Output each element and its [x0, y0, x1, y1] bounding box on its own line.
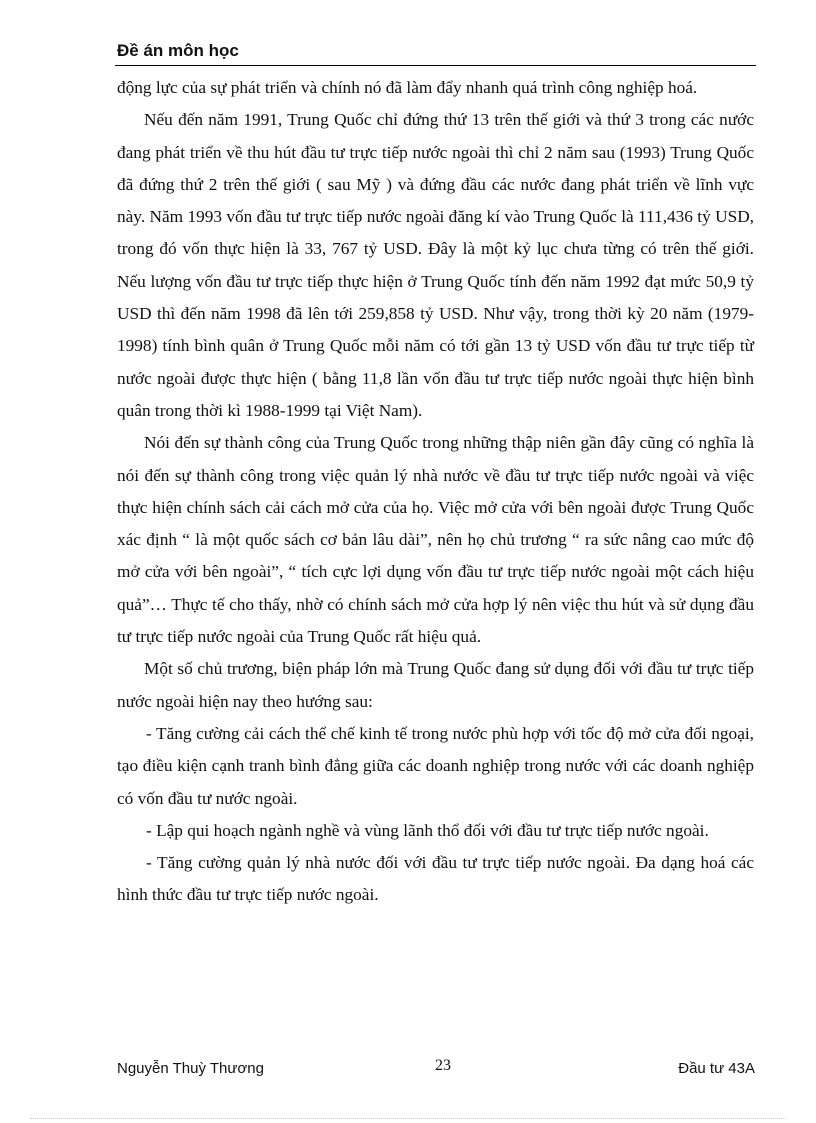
document-footer [117, 1057, 755, 1082]
header-divider [115, 65, 756, 66]
paragraph-continuation: động lực của sự phát triển và chính nó đã làm đẩy nhanh quá trình công nghiệp hoá. [117, 78, 698, 97]
paragraph-open-door-policy: Nói đến sự thành công của Trung Quốc trong những thập niên gần đây cũng có nghĩa là nói đến sự thành công trong việc quản lý nhà nước về đầu tư trực tiếp nước ngoài và việc thực hiện chính sách cải cách mở cửa của họ. Việc mở cửa với bên ngoài được Trung Quốc xác định “ là một quốc sách cơ bản lâu dài”, nên họ chủ trương “ ra sức nâng cao mức độ mở cửa với bên ngoài”, “ tích cực lợi dụng vốn đầu tư trực tiếp nước ngoài một cách hiệu quả”… Thực tế cho thấy, nhờ có chính sách mở cửa hợp lý nên việc thu hút và sử dụng đầu tư trực tiếp nước ngoài của Trung Quốc rất hiệu quả. [117, 433, 754, 647]
bullet-item-reform: - Tăng cường cải cách thể chế kinh tế trong nước phù hợp với tốc độ mở cửa đối ngoại, tạo điều kiện cạnh tranh bình đẳng giữa các doanh nghiệp trong nước với các doanh nghiệp có vốn đầu tư nước ngoài. [117, 723, 754, 808]
footer-author: Nguyễn Thuỳ Thương [117, 1060, 264, 1077]
document-body [117, 72, 754, 912]
paragraph-fdi-statistics: Nếu đến năm 1991, Trung Quốc chỉ đứng thứ 13 trên thế giới và thứ 3 trong các nước đang phát triển về thu hút đầu tư trực tiếp nước ngoài thì chỉ 2 năm sau (1993) Trung Quốc đã đứng thứ 2 trên thế giới ( sau Mỹ ) và đứng đầu các nước đang phát triển về lĩnh vực này. Năm 1993 vốn đầu tư trực tiếp nước ngoài đăng kí vào Trung Quốc là 111,436 tỷ USD, trong đó vốn thực hiện là 33, 767 tỷ USD. Đây là một kỷ lục chưa từng có trên thế giới. Nếu lượng vốn đầu tư trực tiếp thực hiện ở Trung Quốc tính đến năm 1992 đạt mức 50,9 tỷ USD thì đến năm 1998 đã lên tới 259,858 tỷ USD. Như vậy, trong thời kỳ 20 năm (1979-1998) tính bình quân ở Trung Quốc mỗi năm có tới gần 13 tỷ USD vốn đầu tư trực tiếp từ nước ngoài được thực hiện ( bằng 11,8 lần vốn đầu tư trực tiếp nước ngoài thực hiện bình quân trong thời kì 1988-1999 tại Việt Nam). [117, 110, 754, 420]
page-bottom-divider [30, 1118, 786, 1119]
footer-page-number: 23 [435, 1057, 451, 1074]
footer-class: Đầu tư 43A [678, 1060, 755, 1077]
bullet-item-management: - Tăng cường quản lý nhà nước đối với đầu tư trực tiếp nước ngoài. Đa dạng hoá các hình thức đầu tư trực tiếp nước ngoài. [117, 853, 754, 905]
bullet-item-planning: - Lập qui hoạch ngành nghề và vùng lãnh thổ đối với đầu tư trực tiếp nước ngoài. [146, 820, 709, 840]
paragraph-measures-intro: Một số chủ trương, biện pháp lớn mà Trung Quốc đang sử dụng đối với đầu tư trực tiếp nước ngoài hiện nay theo hướng sau: [117, 659, 754, 711]
document-header-title: Đề án môn học [117, 41, 239, 60]
